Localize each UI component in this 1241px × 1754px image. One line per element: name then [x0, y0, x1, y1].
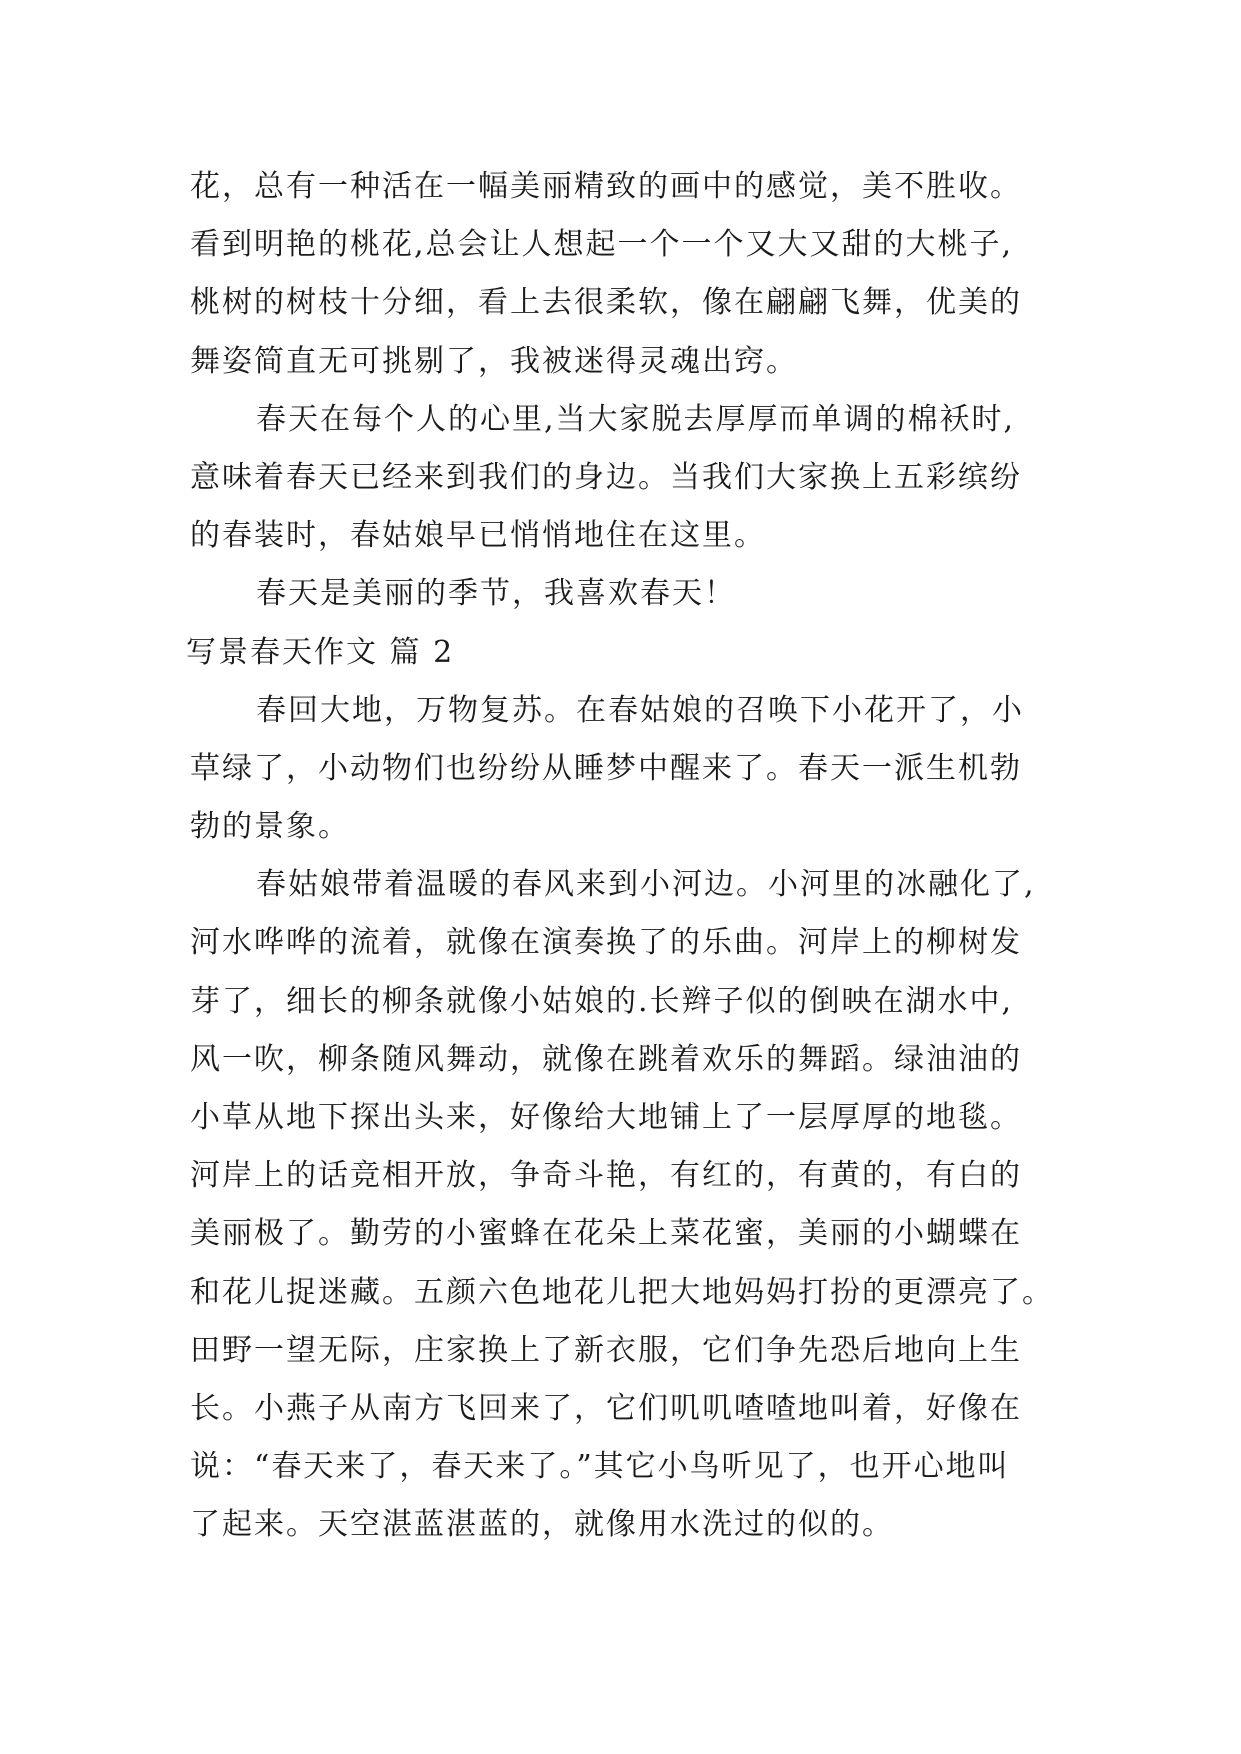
text-line: 春天在每个人的心里,当大家脱去厚厚而单调的棉袄时, [256, 401, 1016, 437]
heading-text: 写景春天作文 篇 2 [186, 634, 455, 670]
paragraph [190, 856, 1090, 1554]
paragraph [190, 682, 1090, 857]
text-line: 桃树的树枝十分细，看上去很柔软，像在翩翩飞舞，优美的 [190, 285, 1022, 321]
paragraph [190, 391, 1090, 566]
text-line: 意味着春天已经来到我们的身边。当我们大家换上五彩缤纷 [190, 459, 1022, 495]
text-line: 小草从地下探出头来，好像给大地铺上了一层厚厚的地毯。 [190, 1100, 1022, 1135]
paragraph [190, 158, 1090, 391]
text-line: 河岸上的话竞相开放，争奇斗艳，有红的，有黄的，有白的 [190, 1158, 1022, 1194]
text-line: 和花儿捉迷藏。五颜六色地花儿把大地妈妈打扮的更漂亮了。 [190, 1274, 1054, 1310]
document-body [186, 158, 1090, 1555]
text-line: 舞姿简直无可挑剔了，我被迷得灵魂出窍。 [190, 343, 798, 379]
text-line: 春回大地，万物复苏。在春姑娘的召唤下小花开了，小 [256, 692, 1024, 728]
text-line: 草绿了，小动物们也纷纷从睡梦中醒来了。春天一派生机勃 [190, 750, 1022, 786]
text-line: 春姑娘带着温暖的春风来到小河边。小河里的冰融化了, [256, 867, 1036, 903]
text-line: 芽了，细长的柳条就像小姑娘的.长辫子似的倒映在湖水中, [190, 983, 1014, 1019]
text-line: 花，总有一种活在一幅美丽精致的画中的感觉，美不胜收。 [190, 169, 1022, 204]
text-line: 说：“春天来了，春天来了。”其它小鸟听见了，也开心地叫 [190, 1449, 1010, 1485]
paragraph [190, 565, 1090, 623]
text-line: 看到明艳的桃花,总会让人想起一个一个又大又甜的大桃子, [190, 227, 1014, 263]
text-line: 的春装时，春姑娘早已悄悄地住在这里。 [190, 518, 766, 554]
text-line: 了起来。天空湛蓝湛蓝的，就像用水洗过的似的。 [190, 1507, 894, 1543]
text-line: 风一吹，柳条随风舞动，就像在跳着欢乐的舞蹈。绿油油的 [190, 1041, 1022, 1077]
text-line: 长。小燕子从南方飞回来了，它们叽叽喳喳地叫着，好像在 [190, 1390, 1022, 1426]
text-line: 春天是美丽的季节，我喜欢春天！ [256, 576, 736, 612]
text-line: 美丽极了。勤劳的小蜜蜂在花朵上菜花蜜，美丽的小蝴蝶在 [190, 1216, 1022, 1252]
section-heading [186, 624, 1090, 682]
text-line: 田野一望无际，庄家换上了新衣服，它们争先恐后地向上生 [190, 1332, 1022, 1368]
text-line: 勃的景象。 [190, 809, 350, 845]
text-line: 河水哗哗的流着，就像在演奏换了的乐曲。河岸上的柳树发 [190, 925, 1022, 961]
